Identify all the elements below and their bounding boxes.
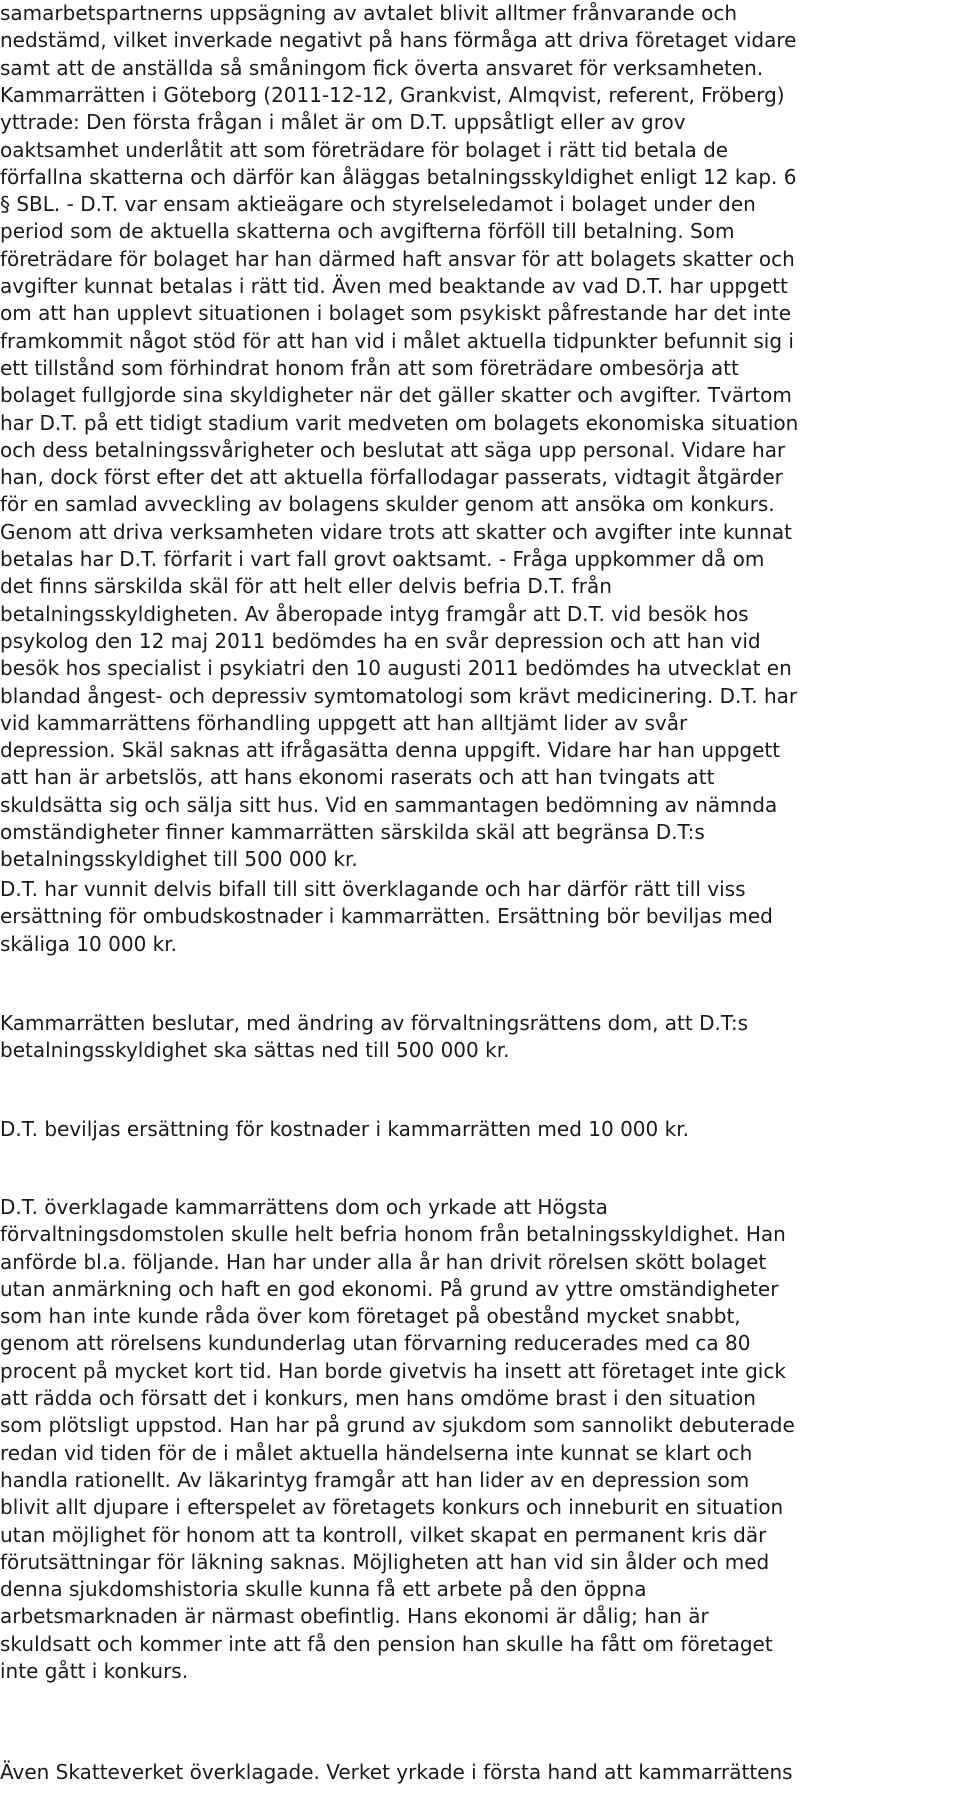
text-line: framkommit något stöd för att han vid i målet aktuella tidpunkter befunnit sig i	[0, 328, 794, 353]
text-line: nedstämd, vilket inverkade negativt på hans förmåga att driva företaget vidare	[0, 28, 797, 53]
text-line: att rädda och försatt det i konkurs, men hans omdöme brast i den situation	[0, 1386, 756, 1411]
text-line: redan vid tiden för de i målet aktuella händelserna inte kunnat se klart och	[0, 1440, 753, 1465]
text-line: som han inte kunde råda över kom företaget på obestånd mycket snabbt,	[0, 1304, 741, 1329]
text-line: som plötsligt uppstod. Han har på grund av sjukdom som sannolikt debuterade	[0, 1413, 795, 1438]
text-line: utan möjlighet för honom att ta kontroll, vilket skapat en permanent kris där	[0, 1522, 767, 1547]
text-line: genom att rörelsens kundunderlag utan förvarning reducerades med ca 80	[0, 1331, 751, 1356]
text-line: ett tillstånd som förhindrat honom från att som företrädare ombesörja att	[0, 355, 739, 380]
text-line: Även Skatteverket överklagade. Verket yrkade i första hand att kammarrättens	[0, 1760, 793, 1784]
paragraph	[0, 1759, 793, 1786]
text-line: § SBL. - D.T. var ensam aktieägare och styrelseledamot i bolaget under den	[0, 192, 756, 217]
text-line: Kammarrätten i Göteborg (2011-12-12, Grankvist, Almqvist, referent, Fröberg)	[0, 83, 785, 107]
text-line: procent på mycket kort tid. Han borde givetvis ha insett att företaget inte gick	[0, 1358, 786, 1383]
text-line: samt att de anställda så småningom fick överta ansvaret för verksamheten.	[0, 55, 764, 80]
text-line: har D.T. på ett tidigt stadium varit medveten om bolagets ekonomiska situation	[0, 410, 799, 435]
text-line: yttrade: Den första frågan i målet är om D.T. uppsåtligt eller av grov	[0, 110, 686, 135]
text-line: depression. Skäl saknas att ifrågasätta denna uppgift. Vidare har han uppgett	[0, 738, 781, 763]
paragraph	[0, 1010, 748, 1065]
paragraph	[0, 1116, 689, 1143]
text-line: besök hos specialist i psykiatri den 10 augusti 2011 bedömdes ha utvecklat en	[0, 656, 792, 681]
text-line: D.T. beviljas ersättning för kostnader i kammarrätten med 10 000 kr.	[0, 1117, 689, 1141]
text-line: skuldsatt och kommer inte att få den pension han skulle ha fått om företaget	[0, 1631, 773, 1656]
text-line: det finns särskilda skäl för att helt eller delvis befria D.T. från	[0, 574, 612, 599]
text-line: om att han upplevt situationen i bolaget som psykiskt påfrestande har det inte	[0, 301, 792, 326]
text-line: D.T. har vunnit delvis bifall till sitt överklagande och har därför rätt till viss	[0, 877, 746, 901]
text-line: förutsättningar för läkning saknas. Möjligheten att han vid sin ålder och med	[0, 1549, 770, 1574]
text-line: skuldsätta sig och sälja sitt hus. Vid en sammantagen bedömning av nämnda	[0, 792, 778, 817]
text-line: arbetsmarknaden är närmast obefintlig. Hans ekonomi är dålig; han är	[0, 1604, 709, 1629]
text-line: betalningsskyldigheten. Av åberopade intyg framgår att D.T. vid besök hos	[0, 601, 749, 626]
text-line: skäliga 10 000 kr.	[0, 931, 177, 956]
text-line: förfallna skatterna och därför kan åläggas betalningsskyldighet enligt 12 kap. 6	[0, 164, 797, 189]
text-line: blivit allt djupare i efterspelet av företagets konkurs och inneburit en situation	[0, 1495, 784, 1520]
text-line: betalningsskyldighet till 500 000 kr.	[0, 847, 358, 872]
text-line: samarbetspartnerns uppsägning av avtalet blivit alltmer frånvarande och	[0, 1, 738, 25]
text-line: vid kammarrättens förhandling uppgett att han alltjämt lider av svår	[0, 710, 688, 735]
paragraph	[0, 876, 773, 958]
text-line: och dess betalningssvårigheter och beslutat att säga upp personal. Vidare har	[0, 437, 786, 462]
paragraph	[0, 0, 796, 82]
text-line: betalas har D.T. förfarit i vart fall grovt oaktsamt. - Fråga uppkommer då om	[0, 547, 765, 572]
text-line: omständigheter finner kammarrätten särskilda skäl att begränsa D.T:s	[0, 820, 705, 845]
text-line: utan anmärkning och haft en god ekonomi. På grund av yttre omständigheter	[0, 1276, 779, 1301]
text-line: för en samlad avveckling av bolagens skulder genom att ansöka om konkurs.	[0, 492, 775, 517]
text-line: Genom att driva verksamheten vidare trots att skatter och avgifter inte kunnat	[0, 519, 792, 544]
text-line: avgifter kunnat betalas i rätt tid. Även med beaktande av vad D.T. har uppgett	[0, 274, 788, 299]
text-line: ersättning för ombudskostnader i kammarrätten. Ersättning bör beviljas med	[0, 904, 773, 929]
text-line: Kammarrätten beslutar, med ändring av förvaltningsrättens dom, att D.T:s	[0, 1011, 749, 1035]
text-line: oaktsamhet underlåtit att som företrädare för bolaget i rätt tid betala de	[0, 137, 729, 162]
text-line: D.T. överklagade kammarrättens dom och yrkade att Högsta	[0, 1195, 608, 1219]
text-line: handla rationellt. Av läkarintyg framgår att han lider av en depression som	[0, 1467, 750, 1492]
paragraph	[0, 1194, 795, 1685]
text-line: blandad ångest- och depressiv symtomatologi som krävt medicinering. D.T. har	[0, 683, 798, 708]
text-line: denna sjukdomshistoria skulle kunna få ett arbete på den öppna	[0, 1577, 647, 1602]
text-line: företrädare för bolaget har han därmed haft ansvar för att bolagets skatter och	[0, 246, 795, 271]
text-line: period som de aktuella skatterna och avgifterna förföll till betalning. Som	[0, 219, 735, 244]
text-line: han, dock först efter det att aktuella förfallodagar passerats, vidtagit åtgärder	[0, 465, 783, 490]
text-line: bolaget fullgjorde sina skyldigheter när det gäller skatter och avgifter. Tvärtom	[0, 383, 792, 408]
text-line: förvaltningsdomstolen skulle helt befria honom från betalningsskyldighet. Han	[0, 1222, 786, 1247]
text-line: betalningsskyldighet ska sättas ned till 500 000 kr.	[0, 1038, 510, 1063]
paragraph	[0, 82, 798, 874]
text-line: psykolog den 12 maj 2011 bedömdes ha en svår depression och att han vid	[0, 628, 761, 653]
text-line: att han är arbetslös, att hans ekonomi raserats och att han tvingats att	[0, 765, 715, 790]
text-line: inte gått i konkurs.	[0, 1659, 189, 1684]
text-line: anförde bl.a. följande. Han har under alla år han drivit rörelsen skött bolaget	[0, 1249, 767, 1274]
